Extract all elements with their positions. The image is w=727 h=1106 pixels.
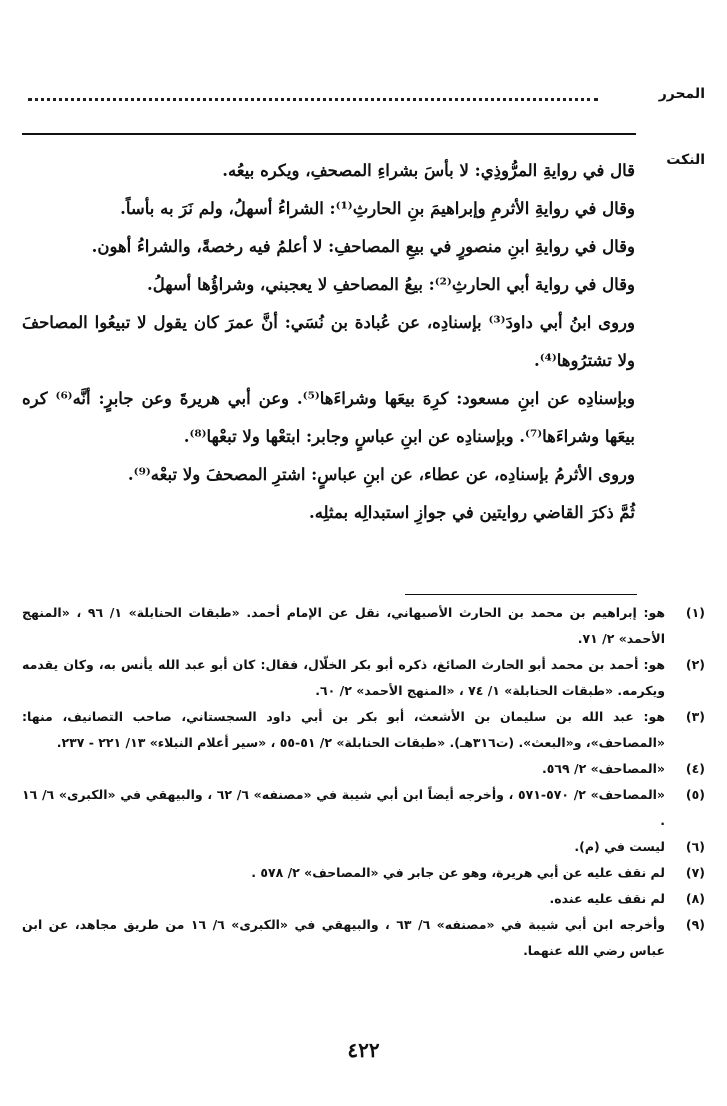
footnote-text: «المصاحف» ٢/ ٥٦٩. (542, 761, 665, 776)
body-paragraph: وقال في روايةِ ابنِ منصورٍ في بيعِ المصاحفِ: لا أعلمُ فيه رخصةً، والشراءُ أهون. (91, 237, 635, 256)
footnote (22, 600, 705, 652)
body-paragraph: وقال في روايةِ الأثرمِ وإبراهيمَ بنِ الحارثِ⁽¹⁾: الشراءُ أسهلُ، ولم نَرَ به بأساً. (120, 199, 635, 218)
footnote (22, 652, 705, 704)
body-paragraph: وروى الأثرمُ بإسنادِه، عن عطاء، عن ابنِ عباسٍ: اشترِ المصحفَ ولا تبعْه⁽⁹⁾. (127, 465, 635, 484)
footnote (22, 886, 705, 912)
footnote-number: (٨) (685, 891, 705, 906)
footnote (22, 912, 705, 964)
footnote-text: «المصاحف» ٢/ ٥٧٠-٥٧١ ، وأخرجه أيضاً ابن أبي شيبة في «مصنفه» ٦/ ٦٢ ، والبيهقي في «الكبرى» ٦/ ١٦ . (22, 787, 666, 828)
footnote-text: لم نقف عليه عنده. (549, 891, 665, 906)
main-text (22, 152, 635, 532)
footnote (22, 782, 705, 834)
footnote-text: وأخرجه ابن أبي شيبة في «مصنفه» ٦/ ٦٣ ، والبيهقي في «الكبرى» ٦/ ١٦ من طريق مجاهد، عن ابن عباس رضي الله عنهما. (22, 917, 666, 958)
body-paragraph: وبإسنادِه عن ابنِ مسعود: كرِهَ بيعَها وشراءَها⁽⁵⁾. وعن أبي هريرةَ وعن جابرٍ: أنَّه⁽⁶⁾ كره بيعَها وشراءَها⁽⁷⁾. وبإسنادِه عن ابنِ عباسٍ وجابر: ابتعْها ولا تبعْها⁽⁸⁾. (22, 389, 635, 446)
footnote-number: (١) (685, 605, 705, 620)
section-label-muharrar: المحرر (658, 86, 705, 102)
footnote-text: ليست في (م). (574, 839, 665, 854)
footnote-number: (٣) (685, 709, 705, 724)
footnote-text: هو: إبراهيم بن محمد بن الحارث الأصبهاني، نقل عن الإمام أحمد. «طبقات الحنابلة» ١/ ٩٦ ، «المنهج الأحمد» ٢/ ٧١. (22, 605, 666, 646)
footnote-number: (٦) (685, 839, 705, 854)
footnote-text: هو: عبد الله بن سليمان بن الأشعث، أبو بكر بن أبي داود السجستاني، صاحب التصانيف، منها: «المصاحف»، و«البعث». (ت٣١٦هـ). «طبقات الحنابلة» ٢/ ٥١-٥٥ ، «سير أعلام النبلاء» ١٣/ ٢٢١ - ٢٣٧. (22, 709, 665, 750)
footnote-number: (٧) (685, 865, 705, 880)
footnote-number: (٤) (685, 761, 705, 776)
body-paragraph: ثُمَّ ذكرَ القاضي روايتين في جوازِ استبدالِه بمثلِه. (308, 503, 635, 522)
footnote-text: هو: أحمد بن محمد أبو الحارث الصائغ، ذكره أبو بكر الخلّال، فقال: كان أبو عبد الله يأنس به، وكان يقدمه ويكرمه. «طبقات الحنابلة» ١/ ٧٤ ، «المنهج الأحمد» ٢/ ٦٠. (22, 657, 665, 698)
section-label-nukat: النكت (666, 152, 705, 168)
footnote-text: لم نقف عليه عن أبي هريرة، وهو عن جابر في «المصاحف» ٢/ ٥٧٨ . (251, 865, 665, 880)
body-paragraph: وقال في رواية أبي الحارثِ⁽²⁾: بيعُ المصاحفِ لا يعجبني، وشراؤُها أسهلُ. (146, 275, 635, 294)
footnotes (22, 600, 705, 964)
footnote-number: (٩) (685, 917, 705, 932)
footnote-rule (405, 594, 637, 595)
header-rule (22, 133, 636, 135)
footnote-number: (٥) (685, 787, 705, 802)
page-number: ٤٢٢ (347, 1038, 380, 1062)
body-paragraph: وروى ابنُ أبي داودَ⁽³⁾ بإسنادِه، عن عُبادة بن نُسَي: أنَّ عمرَ كان يقول لا تبيعُوا المصاحفَ ولا تشترُوها⁽⁴⁾. (22, 313, 635, 370)
footnote (22, 834, 705, 860)
footnote (22, 860, 705, 886)
dotted-separator (28, 98, 598, 101)
footnote-number: (٢) (685, 657, 705, 672)
footnote (22, 756, 705, 782)
footnote (22, 704, 705, 756)
body-paragraph: قال في روايةِ المرُّوذِي: لا بأسَ بشراءِ المصحفِ، ويكره بيعُه. (222, 161, 635, 180)
